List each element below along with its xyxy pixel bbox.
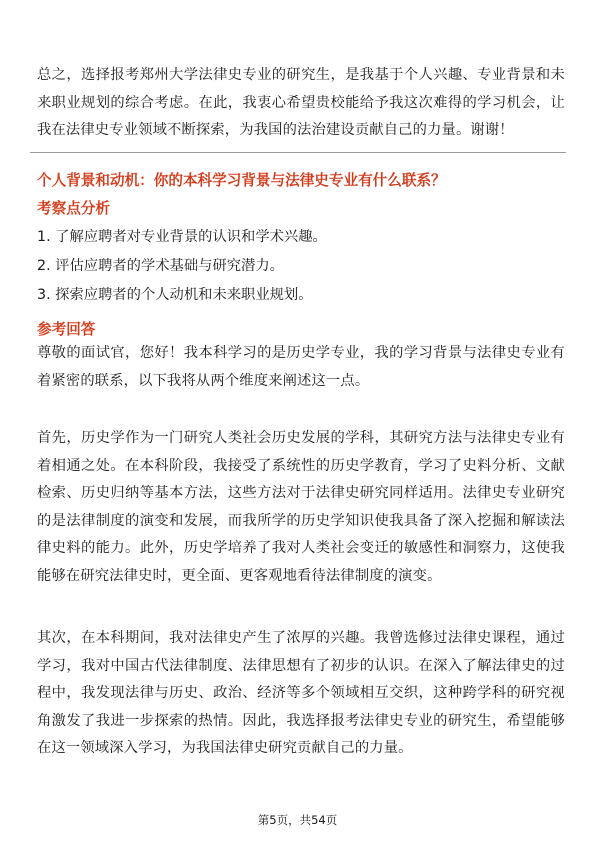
intro-paragraph: 总之，选择报考郑州大学法律史专业的研究生，是我基于个人兴趣、专业背景和未来职业规划的综合考虑。在此，我衷心希望贵校能给予我这次难得的学习机会，让我在法律史专业领域不断探索，为我国的法治建设贡献自己的力量。谢谢！ <box>37 67 565 138</box>
analysis-item: 3. 探索应聘者的个人动机和未来职业规划。 <box>37 287 313 303</box>
answer-heading: 参考回答 <box>37 321 96 338</box>
analysis-heading: 考察点分析 <box>37 200 110 217</box>
section-divider <box>30 152 566 153</box>
analysis-item: 2. 评估应聘者的学术基础与研究潜力。 <box>37 258 284 274</box>
analysis-item: 1. 了解应聘者对专业背景的认识和学术兴趣。 <box>37 229 327 245</box>
answer-paragraph: 其次，在本科期间，我对法律史产生了浓厚的兴趣。我曾选修过法律史课程，通过学习，我对中国古代法律制度、法律思想有了初步的认识。在深入了解法律史的过程中，我发现法律与历史、政治、经济等多个领域相互交织，这种跨学科的研究视角激发了我进一步探索的热情。因此，我选择报考法律史专业的研究生，希望能够在这一领域深入学习，为我国法律史研究贡献自己的力量。 <box>37 630 565 756</box>
page-number: 第5页，共54页 <box>257 813 338 827</box>
question-title: 个人背景和动机：你的本科学习背景与法律史专业有什么联系？ <box>37 172 446 189</box>
answer-paragraph: 尊敬的面试官，您好！我本科学习的是历史学专业，我的学习背景与法律史专业有着紧密的联系，以下我将从两个维度来阐述这一点。 <box>37 345 565 389</box>
answer-paragraph: 首先，历史学作为一门研究人类社会历史发展的学科，其研究方法与法律史专业有着相通之处。在本科阶段，我接受了系统性的历史学教育，学习了史料分析、文献检索、历史归纳等基本方法，这些方法对于法律史研究同样适用。法律史专业研究的是法律制度的演变和发展，而我所学的历史学知识使我具备了深入挖掘和解读法律史料的能力。此外，历史学培养了我对人类社会变迁的敏感性和洞察力，这使我能够在研究法律史时，更全面、更客观地看待法律制度的演变。 <box>37 430 565 584</box>
